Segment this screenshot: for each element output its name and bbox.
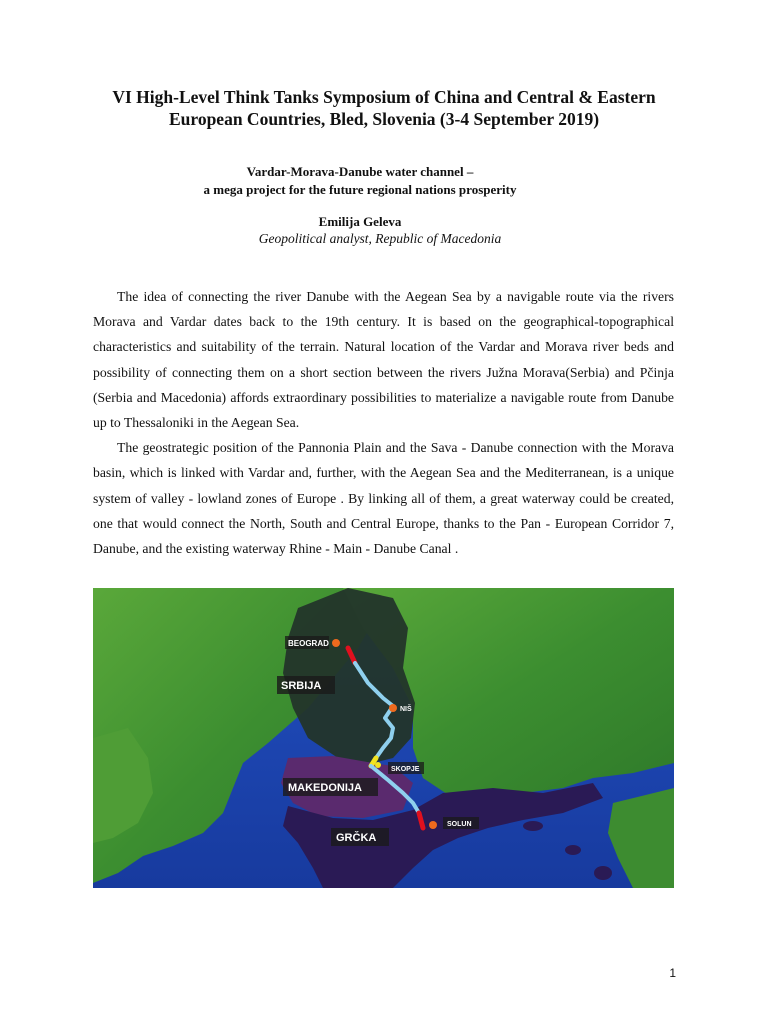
label-makedonija: MAKEDONIJA bbox=[288, 782, 362, 794]
page-number: 1 bbox=[669, 966, 676, 980]
island-lemnos bbox=[565, 845, 581, 855]
label-srbija: SRBIJA bbox=[281, 680, 322, 692]
label-nis: NIŠ bbox=[400, 706, 412, 713]
label-grcka: GRČKA bbox=[336, 832, 377, 844]
title-line-2: European Countries, Bled, Slovenia (3-4 September 2019) bbox=[168, 109, 600, 129]
article-subtitle bbox=[100, 163, 620, 199]
article-body bbox=[93, 284, 674, 561]
city-marker-beograd bbox=[332, 639, 340, 647]
subtitle-line-1: Vardar-Morava-Danube water channel – bbox=[246, 164, 474, 179]
paragraph-2: The geostrategic position of the Pannonia Plain and the Sava - Danube connection with the Morava basin, which is linked with Vardar and, further, with the Aegean Sea and the Mediterranean, is a unique system of valley - lowland zones of Europe . By linking all of them, a great waterway could be created, one that would connect the North, South and Central Europe, thanks to the Pan - European Corridor 7, Danube, and the existing waterway Rhine - Main - Danube Canal . bbox=[93, 440, 674, 557]
island-thasos bbox=[523, 821, 543, 831]
author-affiliation: Geopolitical analyst, Republic of Macedonia bbox=[258, 231, 502, 246]
city-marker-solun bbox=[429, 821, 437, 829]
label-beograd: BEOGRAD bbox=[288, 639, 329, 648]
city-marker-nis bbox=[389, 704, 397, 712]
label-solun: SOLUN bbox=[447, 821, 472, 828]
waterway-map bbox=[93, 588, 674, 888]
label-skopje: SKOPJE bbox=[391, 766, 420, 773]
paragraph-1: The idea of connecting the river Danube with the Aegean Sea by a navigable route via the rivers Morava and Vardar dates back to the 19th century. It is based on the geographical-topographical characteristics and suitability of the terrain. Natural location of the Vardar and Morava river beds and possibility of connecting them on a short section between the rivers Južna Morava(Serbia) and Pčinja (Serbia and Macedonia) affords extraordinary possibilities to materialize a navigable route from Danube up to Thessaloniki in the Aegean Sea. bbox=[93, 289, 674, 431]
title-line-1: VI High-Level Think Tanks Symposium of China and Central & Eastern bbox=[112, 87, 656, 107]
island-lesbos bbox=[594, 866, 612, 880]
subtitle-line-2: a mega project for the future regional nations prosperity bbox=[203, 182, 517, 197]
author-name: Emilija Geleva bbox=[318, 214, 402, 229]
city-marker-skopje bbox=[375, 762, 381, 768]
document-title bbox=[60, 86, 708, 130]
